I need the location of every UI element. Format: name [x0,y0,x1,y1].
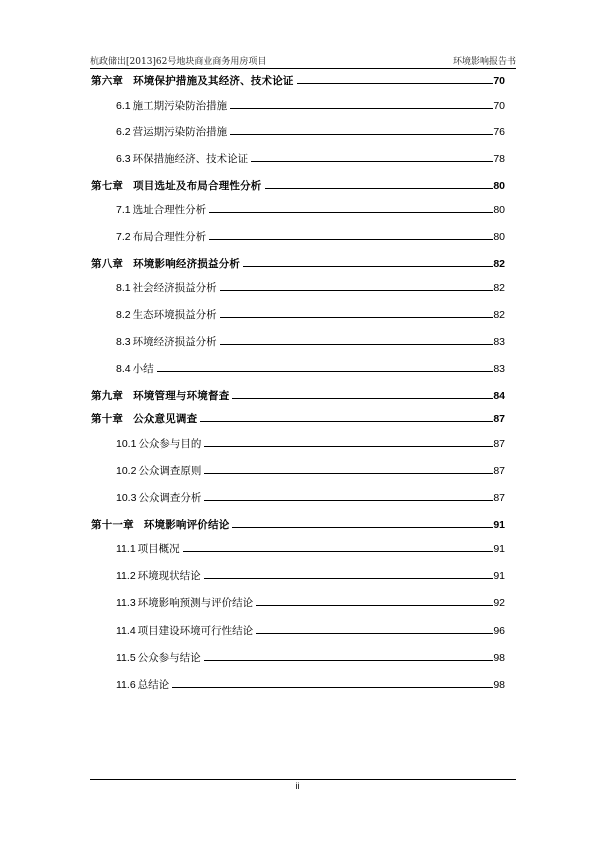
toc-leader-line [204,468,493,474]
toc-entry-title: 项目选址及布局合理性分析 [133,180,262,192]
toc-leader-line [256,600,493,606]
toc-entry-number: 第七章 [91,180,124,192]
toc-entry-number: 10.3 [116,492,137,504]
toc-section-entry[interactable] [116,463,505,477]
toc-entry-page-number: 91 [493,570,505,582]
toc-entry-title: 项目概况 [137,543,180,555]
toc-section-entry[interactable] [116,202,505,216]
toc-entry-title: 项目建设环境可行性结论 [137,625,254,637]
toc-entry-label [91,180,265,192]
toc-leader-line [265,183,494,189]
toc-entry-number: 11.2 [116,570,136,582]
toc-entry-title: 环境管理与环境督查 [133,390,230,402]
toc-section-entry[interactable] [116,307,505,321]
toc-entry-title: 总结论 [137,679,170,691]
toc-entry-title: 选址合理性分析 [132,204,207,216]
header-document-title: 环境影响报告书 [452,57,516,67]
toc-entry-title: 环境现状结论 [137,570,201,582]
toc-entry-label [116,652,204,664]
toc-entry-number: 11.5 [116,652,136,664]
toc-leader-line [172,682,493,688]
toc-entry-page-number: 87 [493,465,505,477]
toc-entry-label [91,258,243,270]
toc-leader-line [220,339,494,345]
toc-entry-label [116,597,256,609]
toc-chapter-entry[interactable] [91,517,505,531]
toc-entry-page-number: 98 [493,679,505,691]
toc-section-entry[interactable] [116,124,505,138]
toc-entry-label [116,126,230,138]
toc-entry-label [116,336,220,348]
toc-leader-line [209,234,493,240]
toc-entry-number: 6.3 [116,153,131,165]
toc-section-entry[interactable] [116,595,505,609]
toc-entry-title: 环境经济损益分析 [132,336,217,348]
toc-entry-title: 环境保护措施及其经济、技术论证 [133,75,294,87]
toc-entry-page-number: 92 [493,597,505,609]
toc-leader-line [251,156,493,162]
toc-entry-number: 8.1 [116,282,131,294]
toc-leader-line [256,628,493,634]
toc-entry-label [116,625,256,637]
toc-entry-page-number: 96 [493,625,505,637]
toc-leader-line [297,78,494,84]
toc-entry-page-number: 87 [493,492,505,504]
toc-entry-label [116,679,172,691]
toc-entry-number: 8.2 [116,309,131,321]
toc-chapter-entry[interactable] [91,256,505,270]
toc-entry-number: 11.1 [116,543,136,555]
toc-section-entry[interactable] [116,151,505,165]
footer-rule [90,779,516,780]
toc-entry-label [116,543,183,555]
toc-entry-label [116,100,230,112]
toc-entry-label [116,363,157,375]
toc-entry-title: 公众调查分析 [138,492,202,504]
toc-leader-line [230,103,493,109]
toc-entry-number: 7.2 [116,231,131,243]
toc-leader-line [204,573,494,579]
toc-leader-line [220,312,494,318]
toc-entry-page-number: 91 [493,519,505,531]
toc-section-entry[interactable] [116,677,505,691]
toc-entry-label [91,413,200,425]
toc-entry-title: 公众意见调查 [133,413,198,425]
footer-page-number: ii [295,781,300,791]
toc-entry-label [116,231,209,243]
toc-entry-number: 11.4 [116,625,136,637]
toc-section-entry[interactable] [116,280,505,294]
toc-entry-page-number: 82 [493,309,505,321]
toc-leader-line [204,655,494,661]
toc-entry-label [116,204,209,216]
header-project-title: 杭政储出[2013]62号地块商业商务用房项目 [90,57,267,67]
toc-leader-line [243,261,493,267]
toc-entry-title: 施工期污染防治措施 [132,100,228,112]
toc-leader-line [232,522,493,528]
toc-chapter-entry[interactable] [91,73,505,87]
header-rule [90,68,516,69]
toc-entry-number: 10.2 [116,465,137,477]
toc-entry-label [116,492,204,504]
toc-entry-page-number: 70 [493,75,505,87]
toc-leader-line [157,366,494,372]
toc-leader-line [232,393,493,399]
toc-entry-page-number: 82 [493,282,505,294]
toc-section-entry[interactable] [116,623,505,637]
toc-leader-line [204,441,493,447]
toc-leader-line [200,416,493,422]
toc-chapter-entry[interactable] [91,411,505,425]
toc-leader-line [209,207,493,213]
toc-leader-line [204,495,493,501]
toc-entry-page-number: 78 [493,153,505,165]
toc-entry-number: 10.1 [116,438,137,450]
toc-section-entry[interactable] [116,229,505,243]
toc-entry-label [116,438,204,450]
toc-entry-page-number: 80 [493,204,505,216]
toc-leader-line [220,285,494,291]
toc-entry-page-number: 76 [493,126,505,138]
toc-entry-number: 8.4 [116,363,131,375]
toc-entry-page-number: 83 [493,363,505,375]
toc-entry-title: 生态环境损益分析 [132,309,217,321]
toc-entry-number: 第六章 [91,75,124,87]
toc-entry-title: 布局合理性分析 [132,231,207,243]
toc-section-entry[interactable] [116,334,505,348]
toc-chapter-entry[interactable] [91,388,505,402]
toc-entry-number: 7.1 [116,204,131,216]
toc-section-entry[interactable] [116,98,505,112]
toc-entry-title: 公众调查原则 [138,465,202,477]
toc-entry-label [116,465,204,477]
toc-entry-page-number: 98 [493,652,505,664]
toc-entry-page-number: 82 [493,258,505,270]
toc-entry-label [91,75,297,87]
toc-entry-number: 第十章 [91,413,124,425]
toc-entry-title: 环境影响预测与评价结论 [137,597,254,609]
toc-section-entry[interactable] [116,361,505,375]
toc-entry-page-number: 91 [493,543,505,555]
toc-section-entry[interactable] [116,490,505,504]
toc-entry-title: 营运期污染防治措施 [132,126,228,138]
toc-entry-label [91,390,232,402]
toc-entry-page-number: 70 [493,100,505,112]
toc-entry-title: 环境影响经济损益分析 [133,258,241,270]
toc-entry-title: 公众参与目的 [138,438,202,450]
toc-entry-label [116,282,220,294]
toc-entry-number: 第十一章 [91,519,134,531]
toc-entry-number: 8.3 [116,336,131,348]
toc-entry-page-number: 84 [493,390,505,402]
toc-entry-number: 6.1 [116,100,131,112]
toc-entry-title: 社会经济损益分析 [132,282,217,294]
toc-entry-page-number: 83 [493,336,505,348]
toc-entry-number: 6.2 [116,126,131,138]
toc-chapter-entry[interactable] [91,178,505,192]
toc-section-entry[interactable] [116,541,505,555]
toc-entry-page-number: 80 [493,231,505,243]
toc-entry-page-number: 80 [493,180,505,192]
toc-entry-title: 小结 [132,363,154,375]
toc-entry-number: 第八章 [91,258,124,270]
toc-entry-title: 公众参与结论 [137,652,201,664]
toc-section-entry[interactable] [116,436,505,450]
toc-entry-label [116,309,220,321]
toc-entry-label [91,519,232,531]
toc-section-entry[interactable] [116,568,505,582]
toc-entry-number: 11.3 [116,597,136,609]
toc-entry-label [116,153,251,165]
toc-entry-page-number: 87 [493,413,505,425]
toc-entry-number: 第九章 [91,390,124,402]
toc-section-entry[interactable] [116,650,505,664]
toc-entry-number: 11.6 [116,679,136,691]
toc-entry-label [116,570,204,582]
toc-entry-title: 环保措施经济、技术论证 [132,153,249,165]
toc-entry-page-number: 87 [493,438,505,450]
page-header [90,51,516,67]
toc-leader-line [183,546,494,552]
toc-entry-title: 环境影响评价结论 [143,519,230,531]
toc-leader-line [230,129,493,135]
